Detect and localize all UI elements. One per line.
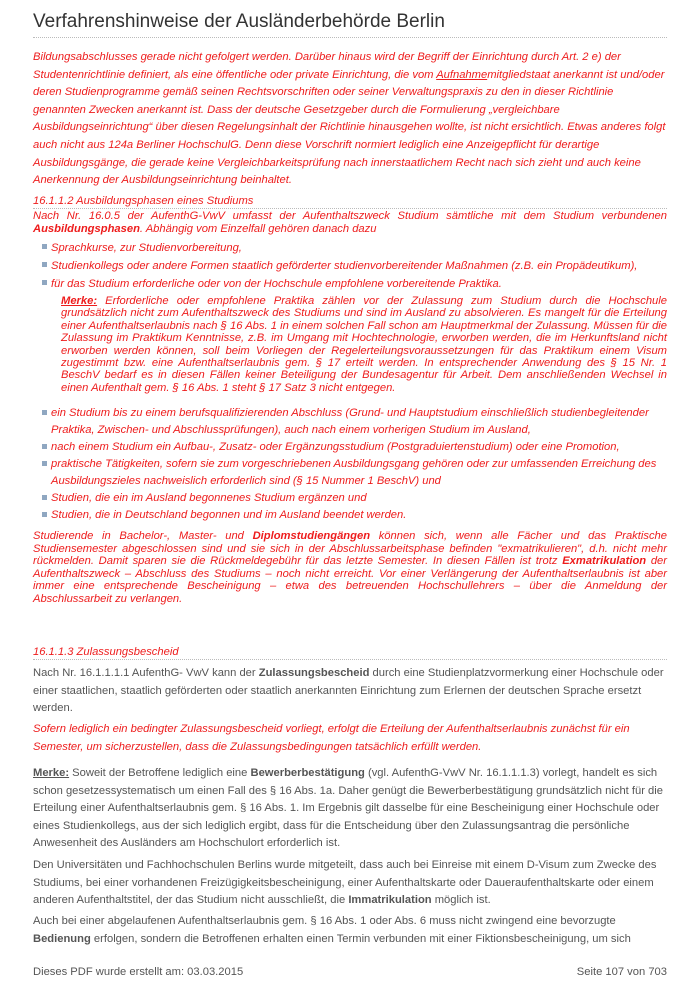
list-item: [42, 456, 667, 490]
g3-bold: Immatrikulation: [348, 894, 432, 907]
section-heading-ausbildungsphasen: 16.1.1.2 Ausbildungsphasen eines Studiums: [33, 195, 254, 207]
bullet-square-icon: [42, 244, 47, 249]
list-item-text: ein Studium bis zu einem berufsqualifizierenden Abschluss (Grund- und Hauptstudium einschließlich studienbegleitender Praktika, Zwischen- und Abschlussprüfungen), auch nach einem vorherigen Studium im Ausland,: [51, 407, 649, 436]
bullet-square-icon: [42, 512, 47, 517]
list-item-text: Studienkollegs oder andere Formen staatlich geförderter studienvorbereitender Maßnahmen (z.B. ein Propädeutikum),: [51, 260, 638, 272]
title-divider: [33, 37, 667, 38]
p3-text-3: der Aufenthaltszweck – Abschluss des Studiums – noch nicht erreicht. Vor einer Verlängerung der Aufenthaltserlaubnis ist aber immer eine entsprechende Bescheinigung – etwa des betreuenden Hochschullehrers – über die Anmeldung der Abschlussarbeit zu verlangen.: [33, 555, 668, 605]
intro-text-2: mitgliedstaat anerkannt ist und/oder deren Studienprogramme gemäß seinen Rechtsvorschriften oder seiner Verwaltungspraxis zu den in dieser Richtlinie genannten Zwecken anerkannt ist. Dass der deutsche Gesetzgeber durch die Formulierung „vergleichbare Ausbildungseinrichtung“ über diesen Regelungsinhalt der Richtlinie hinausgehen wollte, ist nicht ersichtlich. Etwas anderes folgt auch nicht aus 124a Berliner HochschulG. Denn diese Vorschrift normiert lediglich eine Anzeigepflicht für derartige Ausbildungsgänge, die gerade keine Vergleichbarkeitsprüfung nach innerstaatlichem Recht nach sich zieht und auch keine Anerkennung der Ausbildungseinrichtung beinhaltet.: [33, 68, 666, 187]
list-item-text: nach einem Studium ein Aufbau-, Zusatz- oder Ergänzungsstudium (Postgraduiertenstudium) oder eine Promotion,: [51, 441, 620, 453]
bullet-square-icon: [42, 444, 47, 449]
bullet-square-icon: [42, 280, 47, 285]
list-item: [42, 507, 667, 524]
g3-text-1: Den Universitäten und Fachhochschulen Berlins wurde mitgeteilt, dass auch bei Einreise mit einem D-Visum zum Zwecke des Studiums, bei einer vorhandenen Freizügigkeitsbescheinigung, einer Aufenthaltskarte oder Daueraufenthaltskarte oder einem anderen Aufenthaltstitel, der das Studium nicht ausschließt, die: [33, 859, 657, 907]
bullet-list-b: [42, 405, 667, 524]
g2-text-2: (vgl. AufenthG-VwV Nr. 16.1.1.1.3) vorlegt, handelt es sich schon gesetzessystematisch um einen Fall des § 16 Abs. 1a. Daher genügt die Bewerberbestätigung grundsätzlich nicht für die Erteilung einer Aufenthaltserlaubnis gem. § 16 Abs. 1. Im Ergebnis gilt dasselbe für eine Bescheinigung einer Hochschule oder eines Studienkollegs, aus der sich lediglich ergibt, dass für die Entscheidung über den Zulassungsantrag die persönliche Anwesenheit des Ausländers am Hochschulort erforderlich ist.: [33, 767, 663, 850]
list-item: [42, 405, 667, 439]
list-item-text: Sprachkurse, zur Studienvorbereitung,: [51, 242, 242, 254]
footer-page-number: Seite 107 von 703: [576, 966, 667, 978]
p2-bold: Ausbildungsphasen: [33, 223, 140, 235]
g1-text-2: durch eine Studienplatzvormerkung einer Hochschule oder einer staatlichen, staatlich geförderten oder staatlich anerkannten Einrichtung zum Erlernen der deutschen Sprache ersetzt werden.: [33, 667, 664, 715]
page-title: Verfahrenshinweise der Ausländerbehörde Berlin: [33, 11, 445, 32]
merke-note-praktika: [61, 295, 667, 394]
heading-divider: [33, 208, 667, 209]
bullet-square-icon: [42, 495, 47, 500]
bullet-square-icon: [42, 461, 47, 466]
list-item: [42, 239, 667, 257]
p3-text-2: können sich, wenn alle Fächer und das Praktische Studiensemester abgeschlossen sind und sie sich in der Abschlussarbeitsphase befinden "exmatrikulieren", d.h. nicht mehr rückmelden. Damit sparen sie die Rückmeldegebühr für das letzte Semester. In diesen Fällen ist trotz: [33, 530, 668, 568]
p3-bold-2: Exmatrikulation: [562, 555, 647, 568]
aufnahme-link[interactable]: Aufnahme: [436, 68, 488, 81]
immatrikulation-paragraph: [33, 857, 667, 910]
bullet-square-icon: [42, 262, 47, 267]
list-item: [42, 275, 667, 293]
p3-text-1: Studierende in Bachelor-, Master- und: [33, 530, 253, 542]
ausbildungsphasen-paragraph: [33, 210, 667, 236]
merke-label: Merke:: [61, 295, 98, 307]
bullet-list-a: [42, 239, 667, 293]
merke-bewerberbestaetigung-paragraph: [33, 765, 667, 853]
list-item-text: für das Studium erforderliche oder von der Hochschule empfohlene vorbereitende Praktika.: [51, 278, 502, 290]
heading-divider: [33, 659, 667, 660]
merke-label: Merke:: [33, 767, 70, 779]
footer-created-date: Dieses PDF wurde erstellt am: 03.03.2015: [33, 966, 244, 978]
intro-paragraph: [33, 49, 667, 190]
g2-bold: Bewerberbestätigung: [250, 767, 365, 779]
list-item: [42, 439, 667, 456]
list-item: [42, 490, 667, 507]
list-item-text: Studien, die ein im Ausland begonnenes Studium ergänzen und: [51, 492, 367, 504]
exmatrikulation-paragraph: [33, 530, 667, 606]
p2-text-2: . Abhängig vom Einzelfall gehören danach dazu: [139, 223, 377, 235]
g4-text-1: Auch bei einer abgelaufenen Aufenthaltserlaubnis gem. § 16 Abs. 1 oder Abs. 6 muss nicht zwingend eine bevorzugte: [33, 915, 616, 927]
section-heading-zulassungsbescheid: 16.1.1.3 Zulassungsbescheid: [33, 646, 179, 658]
bedingter-bescheid-paragraph: Sofern lediglich ein bedingter Zulassungsbescheid vorliegt, erfolgt die Erteilung der Aufenthaltserlaubnis zunächst für ein Semester, um sicherzustellen, dass die Zulassungsbedingungen tatsächlich erfüllt werden.: [33, 723, 630, 753]
list-item-text: praktische Tätigkeiten, sofern sie zum vorgeschriebenen Ausbildungsgang gehören oder zur umfassenden Erreichung des Ausbildungszieles nachweislich erforderlich sind (§ 15 Nummer 1 BeschV) und: [51, 458, 657, 487]
g1-bold: Zulassungsbescheid: [258, 667, 370, 679]
g2-text-1: Soweit der Betroffene lediglich eine: [69, 767, 251, 779]
p3-bold-1: Diplomstudiengängen: [252, 530, 371, 542]
bedienung-paragraph: [33, 913, 667, 948]
g4-text-2: erfolgen, sondern die Betroffenen erhalten einen Termin verbunden mit einer Fiktionsbescheinigung, um sich: [90, 932, 631, 945]
zulassungsbescheid-paragraph: [33, 665, 667, 718]
merke-text: Erforderliche oder empfohlene Praktika zählen vor der Zulassung zum Studium durch die Hochschule grundsätzlich nicht zum Aufenthaltszweck des Studiums und sind im Ausland zu absolvieren. Es mangelt für die Erteilung einer Aufenthaltserlaubnis nach § 16 Abs. 1 in einem solchen Fall schon am Hauptmerkmal der Zulassung. Müssen für die Zulassung im Praktikum Kenntnisse, z.B. im Umgang mit Hochtechnologie, erworben werden, die im Herkunftsland nicht erworben werden können, soll beim Vorliegen der Regelerteilungsvoraussetzungen für das Praktikum einem Visum zugestimmt bzw. eine Aufenthaltserlaubnis gem. § 17 erteilt werden. In entsprechender Anwendung des § 15 Nr. 1 BeschV bedarf es in diesen Fällen keiner Beteiligung der Bundesagentur für Arbeit. Dem anschließenden Wechsel in einen Aufenthalt gem. § 16 Abs. 1 steht § 17 Satz 3 nicht entgegen.: [61, 295, 667, 394]
bullet-square-icon: [42, 410, 47, 415]
g1-text-1: Nach Nr. 16.1.1.1.1 AufenthG- VwV kann der: [33, 667, 259, 679]
g4-bold: Bedienung: [33, 932, 91, 945]
g3-text-2: möglich ist.: [431, 894, 491, 907]
list-item-text: Studien, die in Deutschland begonnen und im Ausland beendet werden.: [51, 509, 407, 521]
intro-text-1: Bildungsabschlusses gerade nicht gefolgert werden. Darüber hinaus wird der Begriff der Einrichtung durch Art. 2 e) der Studentenrichtlinie definiert, als eine öffentliche oder private Einrichtung, die vom: [33, 51, 621, 81]
p2-text-1: Nach Nr. 16.0.5 der AufenthG-VwV umfasst der Aufenthaltszweck Studium sämtliche mit dem Studium verbundenen: [33, 210, 667, 222]
list-item: [42, 257, 667, 275]
